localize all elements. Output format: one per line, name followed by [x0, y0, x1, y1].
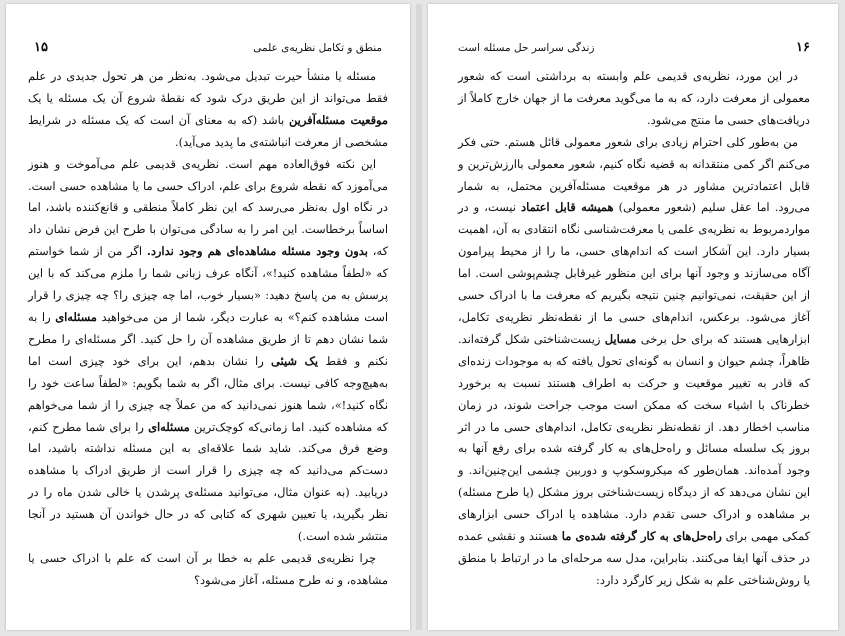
left-page-body	[28, 66, 388, 592]
running-title: منطق و تکامل نظریه‌ی علمی	[253, 42, 382, 54]
text-run: زیست‌شناختی شکل گرفته‌اند. ظاهراً، چشم حیوان و انسان به گونه‌ای تحول یافته که به موجودات زنده‌ای که قادر به تغییر موقعیت و حرکت به اطراف هستند نسبت به برخورد خطرناک با اشیاء سخت که ممکن است موجب جراحت شوند، در زمان مناسب اخطار دهد. از نقطه‌نظر نظریه‌ی تکامل، اندام‌های حسی ما در اثر بروز یک سلسله مسائل و راه‌حل‌های به کار گرفته شده برای رفع آنها به وجود آمده‌اند. همان‌طور که میکروسکوپ و دوربین چشمی این‌چنین‌اند. و این نشان می‌دهد که از دیدگاه زیست‌شناختی بروز مشکل (یا طرح مسئله) بر مشاهده و ادراک حسی تقدم دارد. مشاهده یا ادراک حسی ابزارهای کمکی مهمی برای	[458, 331, 811, 544]
left-page	[6, 4, 410, 630]
text-run: من به‌طور کلی احترام زیادی برای شعور معمولی قائل هستم. حتی فکر می‌کنم اگر کمی منتقدانه به قضیه نگاه کنیم، شعور معمولی باارزش‌ترین و قابل اعتمادترین مشاور در هر موقعیت مسئله‌آفرین محتمل، به شمار می‌رود. اما عقل سلیم (شعور معمولی)	[458, 134, 810, 215]
right-page	[428, 4, 838, 630]
text-run: را به شما نشان دهم تا از طریق مشاهده آن را حل کنید. اگر مسئله‌ای را مطرح نکنم و فقط	[28, 309, 388, 368]
text-run: را برای شما مطرح کنم، وضع فرق می‌کند. شاید شما علاقه‌ای به این مسئله نداشته باشید، اما دست‌کم می‌دانید که چه چیزی را قرار است از طریق ادراک یا مشاهده دریابید. (به عنوان مثال، می‌توانید مسئله‌ی پرشدن یا خالی شدن ماه را در نظر بگیرید، یا تعیین شهری که کتابی که در حال خواندن آن هستید در آنجا منتشر شده است.)	[28, 419, 388, 544]
page-number: ۱۶	[796, 40, 810, 55]
text-run: این نکته فوق‌العاده مهم است. نظریه‌ی قدیمی علم می‌آموخت و هنوز می‌آموزد که نقطه شروع برای علم، ادراک حسی ما یا مشاهده حسی است. در نگاه اول به‌نظر می‌رسد که این نظر کاملاً منطقی و قانع‌کننده باشد، اما اساساً برخطاست. این امر را به سادگی می‌توان با طرح این فرض نشان داد که،	[28, 156, 389, 259]
text-run: اگر من از شما خواستم که «لطفاً مشاهده کنید!»، آنگاه عرف زبانی شما را ملزم می‌کند که با این پرسش به من پاسخ دهید: «بسیار خوب، اما چه چیزی را؟ چه چیزی را قرار است مشاهده کنم؟» به عبارت دیگر، شما از من می‌خواهید	[28, 244, 389, 324]
right-page-body	[458, 66, 810, 592]
text-run: باشد (که به معنای آن است که یک مسئله در شرایط مشخصی از معرفت انباشته‌ی ما پدید می‌آید).	[28, 112, 388, 149]
running-title: زندگی سراسر حل مسئله است	[458, 42, 595, 54]
paragraph	[458, 132, 810, 592]
paragraph	[28, 548, 388, 592]
emphasized-text: یک شیئی	[271, 353, 318, 368]
text-run: هستند و نقشی عمده در حذف آنها ایفا می‌کنند. بنابراین، مدل سه مرحله‌ای ما در ارتباط با منطق یا روش‌شناختی علم به شکل زیر کارگرد دارد:	[458, 529, 810, 587]
text-run: را نشان بدهم، این برای خود چیزی است اما به‌هیچ‌وجه کافی نیست. برای مثال، اگر به شما بگویم: «لطفاً ساعت خود را نگاه کنید!»، شما هنوز نمی‌دانید که من عملاً چه چیزی را از شما می‌خواهم که مشاهده کنید. اما زمانی‌که کوچک‌ترین	[28, 353, 388, 434]
emphasized-text: بدون وجود مسئله مشاهده‌ای هم وجود ندارد.	[146, 244, 368, 259]
right-running-header	[458, 40, 810, 56]
page-number: ۱۵	[34, 40, 48, 55]
emphasized-text: همیشه قابل اعتماد	[521, 200, 614, 215]
book-gutter	[416, 4, 422, 630]
emphasized-text: مسایل	[604, 331, 637, 346]
paragraph	[458, 66, 810, 132]
paragraph	[28, 66, 388, 154]
emphasized-text: مسئله‌ای	[148, 419, 190, 434]
text-run: مسئله یا منشأ حیرت تبدیل می‌شود. به‌نظر من هر تحول جدیدی در علم فقط می‌تواند از این طریق درک شود که نقطهٔ شروع آن یک مسئله یا یک	[28, 69, 388, 105]
text-run: نیست، و در مواردمربوط به نظریه‌ی علمی یا معرفت‌شناسی نگاه انتقادی به آن، اهمیت بسیار دارد. این آشکار است که اندام‌های حسی، ما را از محیط پیرامون آگاه می‌سازند و وجود آنها برای این منظور غیرقابل چشم‌پوشی است. اما از این حقیقت، نمی‌توانیم چنین نتیجه بگیریم که معرفت ما با ادراک حسی آغاز می‌شود. برعکس، اندام‌های حسی ما از نقطه‌نظر نظریه‌ی تکامل، ابزارهایی هستند که برای حل برخی	[458, 200, 810, 346]
emphasized-text: راه‌حل‌های به کار گرفته شده‌ی ما	[561, 529, 722, 544]
paragraph	[28, 154, 388, 548]
emphasized-text: موقعیت مسئله‌آفرین	[289, 112, 388, 127]
emphasized-text: مسئله‌ای	[55, 309, 97, 324]
left-running-header	[34, 40, 382, 56]
text-run: در این مورد، نظریه‌ی قدیمی علم وابسته به برداشتی است که شعور معمولی از معرفت دارد، که به ما می‌گوید معرفت ما از جهان خارج کاملاً از دریافت‌های حسی ما منتج می‌شود.	[458, 69, 810, 127]
text-run: چرا نظریه‌ی قدیمی علم به خطا بر آن است که علم با ادراک حسی یا مشاهده، و نه طرح مسئله، آغاز می‌شود؟	[28, 550, 388, 587]
